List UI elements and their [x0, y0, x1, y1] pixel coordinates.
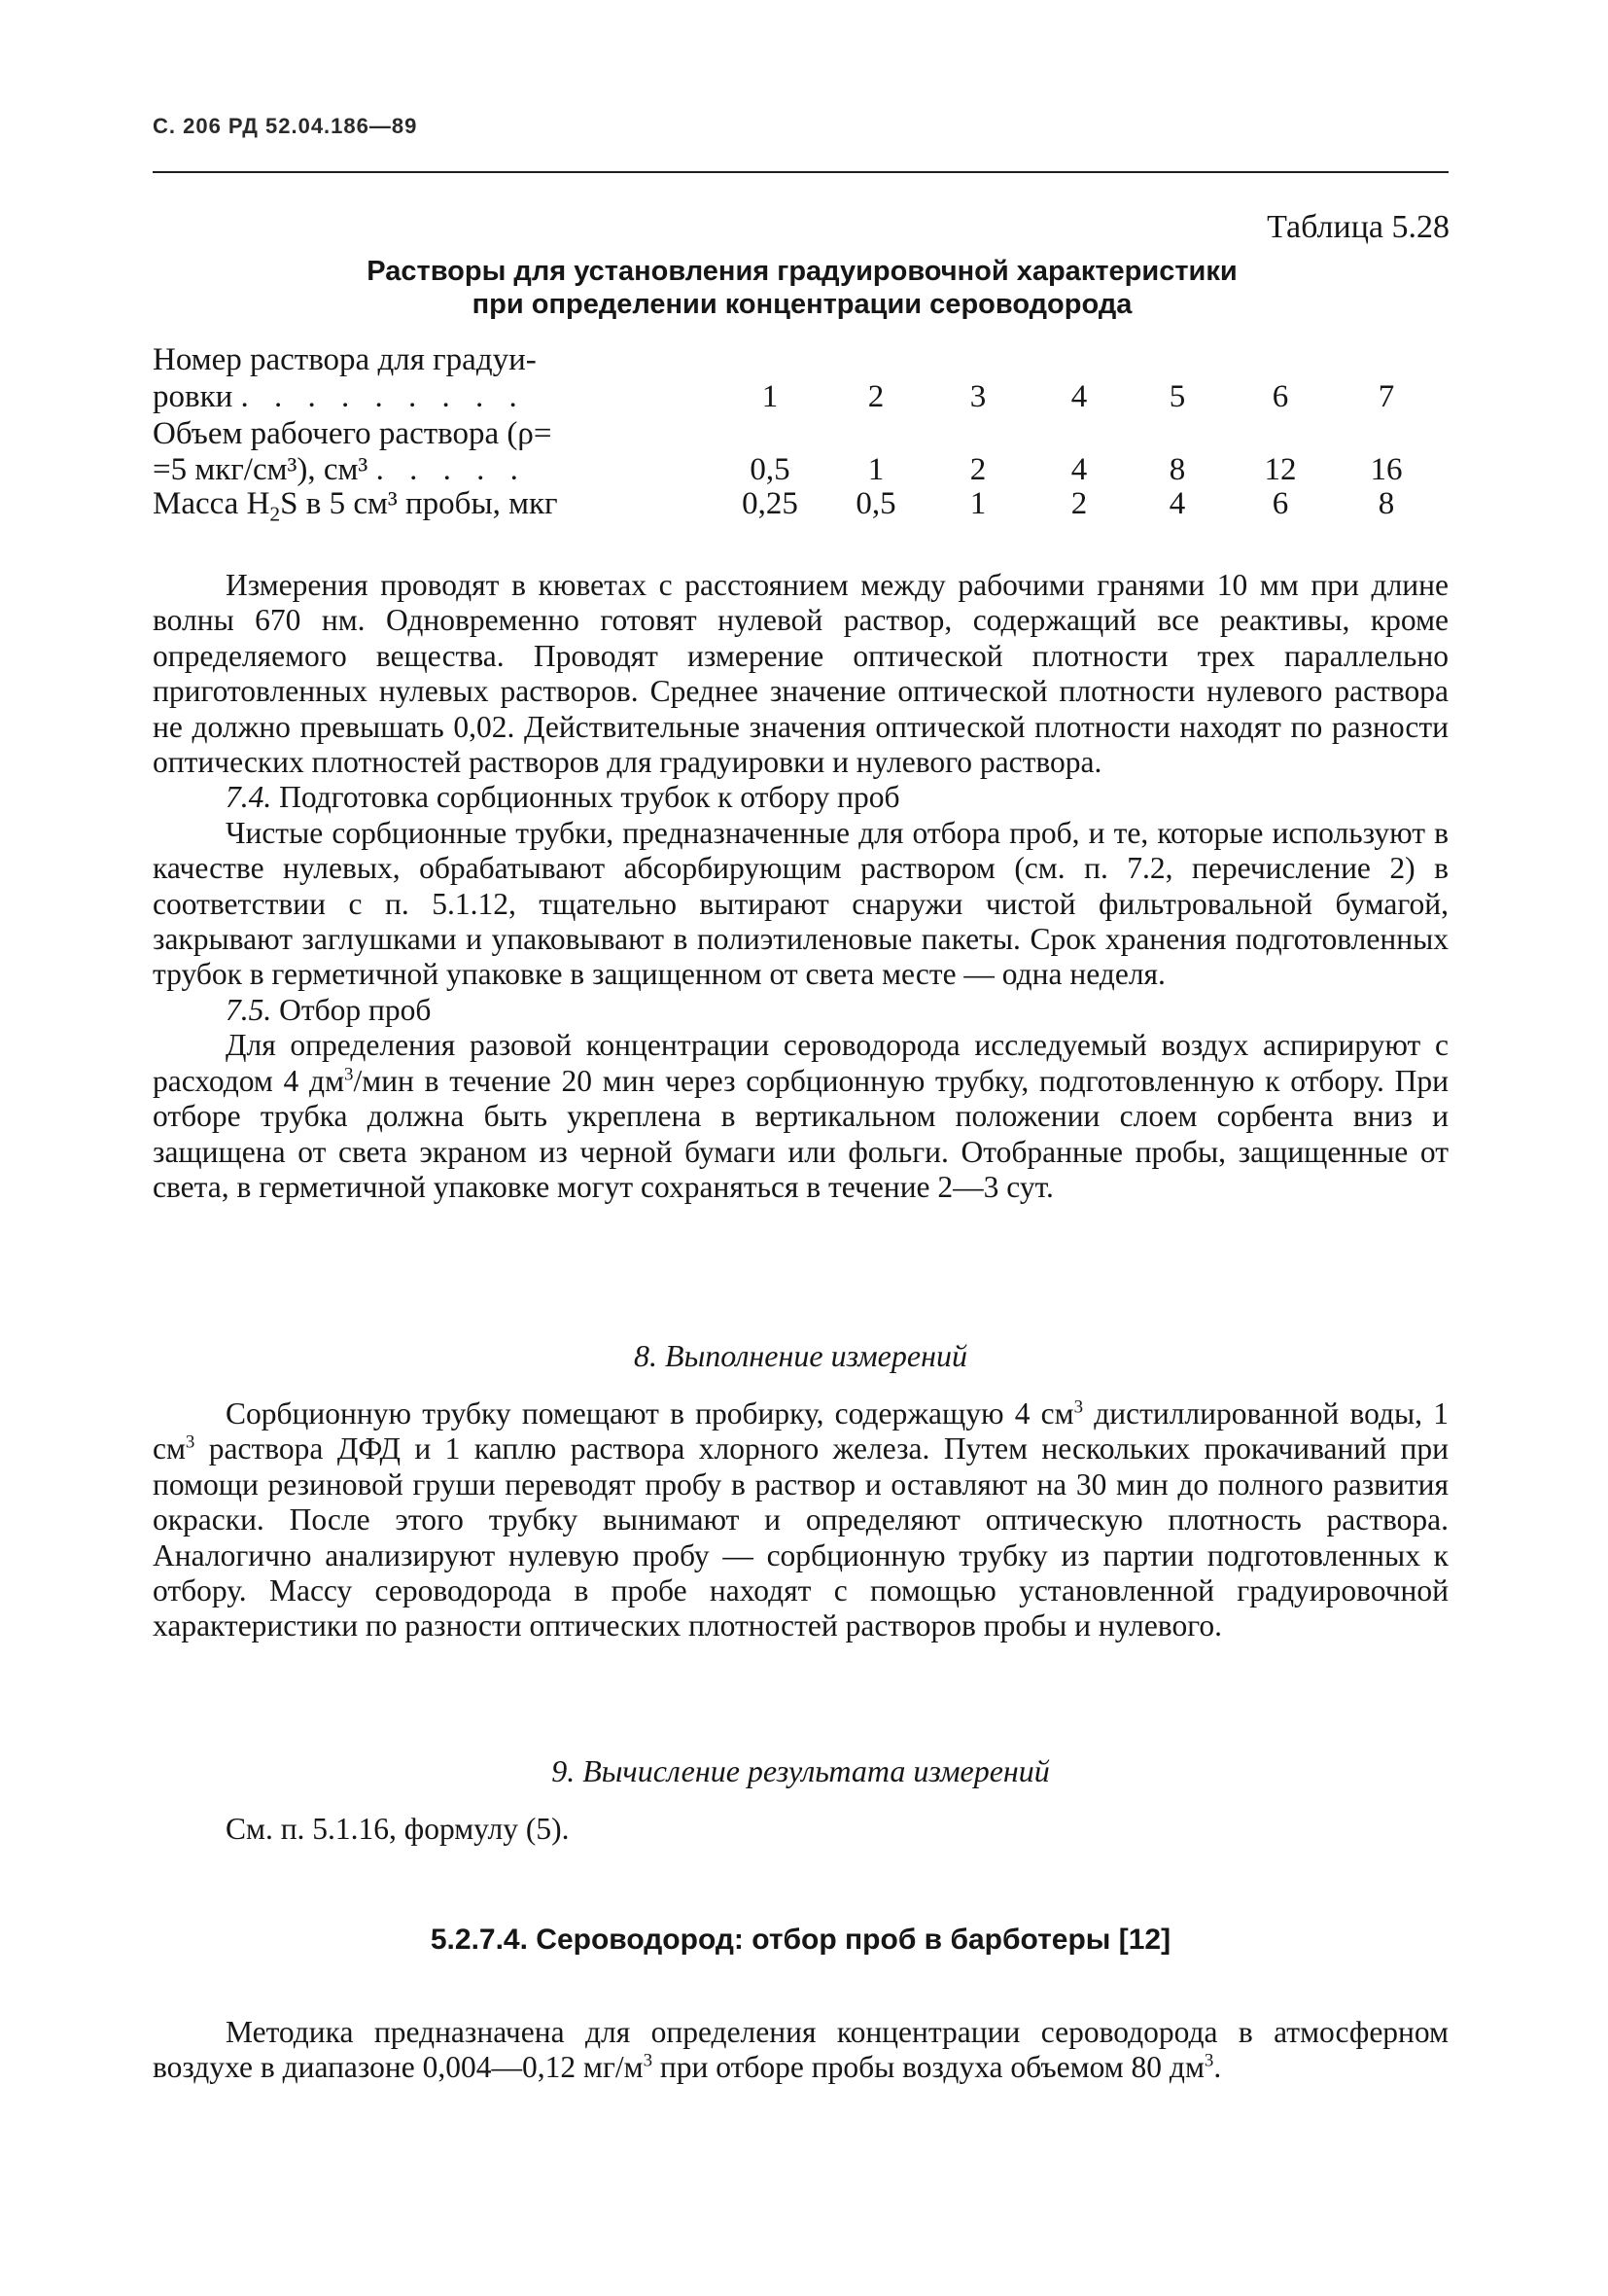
table-cell: 0,5 [856, 486, 896, 521]
table-cell: 8 [1169, 452, 1186, 487]
bold-section-heading: 5.2.7.4. Сероводород: отбор проб в барботеры [12] [430, 1924, 1171, 1956]
section-heading: 8. Выполнение измерений [634, 1338, 967, 1373]
table-cell: 3 [969, 379, 987, 414]
table-cell: 6 [1272, 486, 1289, 521]
body-text-block [153, 2015, 1449, 2086]
table-cell: 2 [867, 379, 885, 414]
table-cell: 5 [1169, 379, 1186, 414]
table-cell: 1 [761, 379, 779, 414]
running-header: С. 206 РД 52.04.186—89 [153, 114, 418, 138]
header-rule [153, 171, 1449, 173]
table-title-line-2: при определении концентрации сероводорода [472, 289, 1133, 320]
table-cell: 0,5 [750, 452, 790, 487]
table-cell: 6 [1272, 379, 1289, 414]
table-cell: 4 [1070, 379, 1088, 414]
paragraph: Методика предназначена для определения концентрации сероводорода в атмосферном воздухе в диапазоне 0,004—0,12 $мг/м^3$ при отборе пробы воздуха объемом 80 $дм^3$. [153, 2015, 1449, 2085]
row-label: Номер раствора для градуи- [153, 342, 537, 377]
row-label: Объем рабочего раствора (ρ= [153, 416, 552, 451]
paragraph: Измерения проводят в кюветах с расстоянием между рабочими гранями 10 мм при длине волны 670 нм. Одновременно готовят нулевой раствор, содержащий все реактивы, кроме определяемого вещества. Проводят измерение оптической плотности трех параллельно приготовленных нулевых растворов. Среднее значение оптической плотности нулевого раствора не должно превышать 0,02. Действительные значения оптической плотности находят по разности оптических плотностей растворов для градуировки и нулевого раствора. [153, 568, 1449, 780]
paragraph: Чистые сорбционные трубки, предназначенные для отбора проб, и те, которые используют в качестве нулевых, обрабатывают абсорбирующим раствором (см. п. 7.2, перечисление 2) в соответствии с п. 5.1.12, тщательно вытирают снаружи чистой фильтровальной бумагой, закрывают заглушками и упаковывают в полиэтиленовые пакеты. Срок хранения подготовленных трубок в герметичной упаковке в защищенном от света месте — одна неделя. [153, 815, 1449, 992]
subsection-heading: 7.4. Подготовка сорбционных трубок к отбору проб [226, 780, 900, 815]
table-cell: 2 [1070, 486, 1088, 521]
paragraph: См. п. 5.1.16, формулу (5). [226, 1812, 570, 1846]
table-cell: 2 [969, 452, 987, 487]
row-label-cont: =5 мкг/см³), см³ . . . . . [153, 452, 527, 487]
subsection-heading: 7.5. Отбор проб [226, 992, 432, 1027]
table-cell: 16 [1370, 452, 1403, 487]
table-cell: 0,25 [742, 486, 798, 521]
table-cell: 12 [1264, 452, 1297, 487]
table-cell: 1 [969, 486, 987, 521]
table-cell: 4 [1169, 486, 1186, 521]
body-text-block [153, 568, 1449, 1205]
table-cell: 1 [867, 452, 885, 487]
paragraph: Сорбционную трубку помещают в пробирку, содержащую 4 $см^3$ дистиллированной воды, 1 $см^3$ раствора ДФД и 1 каплю раствора хлорного железа. Путем нескольких прокачиваний при помощи резиновой груши переводят пробу в раствор и оставляют на 30 мин до полного развития окраски. После этого трубку вынимают и определяют оптическую плотность раствора. Аналогично анализируют нулевую пробу — сорбционную трубку из партии подготовленных к отбору. Массу сероводорода в пробе находят с помощью установленной градуировочной характеристики по разности оптических плотностей растворов пробы и нулевого. [153, 1396, 1449, 1643]
leader-dots: . . . . . [375, 452, 527, 487]
table-title-line-1: Растворы для установления градуировочной характеристики [367, 256, 1238, 287]
row-label-cont: ровки . . . . . . . . . [153, 379, 526, 414]
table-label: Таблица 5.28 [1267, 209, 1450, 245]
table-title [156, 255, 1449, 321]
section-heading: 9. Вычисление результата измерений [551, 1753, 1050, 1788]
row-label: Масса $H_2S$ в 5 см³ пробы, мкг [153, 486, 558, 526]
body-text-block [153, 1396, 1449, 1644]
body-text-block [153, 1812, 1449, 1847]
table-cell: 7 [1378, 379, 1395, 414]
table-cell: 4 [1070, 452, 1088, 487]
table-cell: 8 [1378, 486, 1395, 521]
paragraph: Для определения разовой концентрации сероводорода исследуемый воздух аспирируют с расходом 4 $дм^3$/мин в течение 20 мин через сорбционную трубку, подготовленную к отбору. При отборе трубка должна быть укреплена в вертикальном положении слоем сорбента вниз и защищена от света экраном из черной бумаги или фольги. Отобранные пробы, защищенные от света, в герметичной упаковке могут сохраняться в течение 2—3 сут. [153, 1028, 1450, 1204]
leader-dots: . . . . . . . . . [240, 379, 526, 414]
